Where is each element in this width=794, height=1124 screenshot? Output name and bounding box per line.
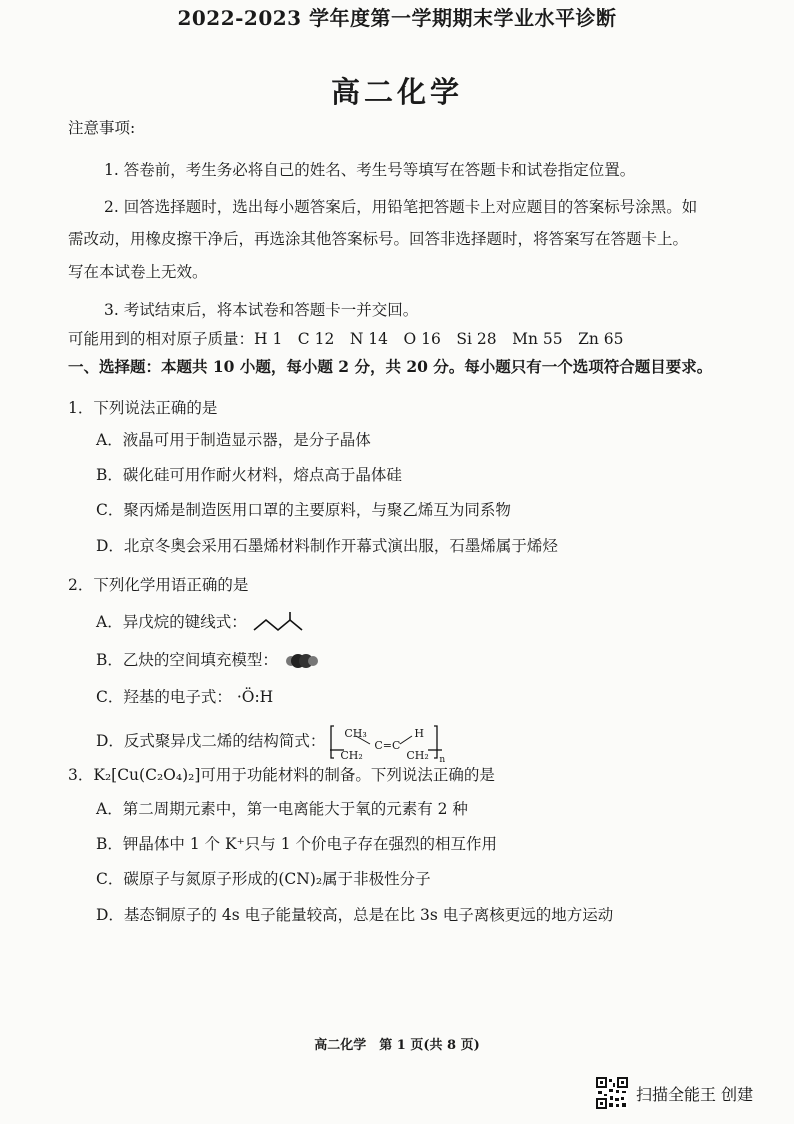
question-option: C．聚丙烯是制造医用口罩的主要原料，与聚乙烯互为同系物 xyxy=(96,501,511,519)
option-text: D．反式聚异戊二烯的结构简式： xyxy=(96,732,326,750)
polymer-bottom-left: CH₂ xyxy=(340,749,363,762)
question-option-c xyxy=(96,687,273,707)
polymer-structure xyxy=(330,724,446,765)
option-text: B．乙炔的空间填充模型： xyxy=(96,651,278,669)
notice-item: 1. 答卷前，考生务必将自己的姓名、考生号等填写在答题卡和试卷指定位置。 xyxy=(104,161,636,179)
section-heading: 一、选择题：本题共 10 小题，每小题 2 分，共 20 分。每小题只有一个选项符合题目要求。 xyxy=(68,357,713,376)
acetylene-model-icon xyxy=(283,651,319,671)
notice-item: 需改动，用橡皮擦干净后，再选涂其他答案标号。回答非选择题时，将答案写在答题卡上。 xyxy=(68,230,689,248)
polymer-middle: C=C xyxy=(374,739,401,752)
question-option-d xyxy=(96,724,446,765)
notice-item: 2. 回答选择题时，选出每小题答案后，用铅笔把答题卡上对应题目的答案标号涂黑。如 xyxy=(104,198,698,216)
scanner-watermark xyxy=(596,1076,753,1110)
question-option: B．碳化硅可用作耐火材料，熔点高于晶体硅 xyxy=(96,466,402,484)
polymer-subscript: n xyxy=(439,755,446,765)
notice-item: 写在本试卷上无效。 xyxy=(68,263,208,281)
question-option-b xyxy=(96,650,319,671)
option-text: C．羟基的电子式： xyxy=(96,688,232,706)
qr-code-icon xyxy=(596,1077,628,1109)
option-text: A．异戊烷的键线式： xyxy=(96,613,247,631)
notice-item: 3. 考试结束后，将本试卷和答题卡一并交回。 xyxy=(104,301,419,319)
isopentane-skeletal-icon xyxy=(252,612,304,634)
polymer-top-left: CH₃ xyxy=(344,727,367,740)
hydroxyl-electron-formula: ·Ö:H xyxy=(236,688,274,706)
question-option: D．基态铜原子的 4s 电子能量较高，总是在比 3s 电子离核更远的地方运动 xyxy=(96,906,614,924)
question-option: D．北京冬奥会采用石墨烯材料制作开幕式演出服，石墨烯属于烯烃 xyxy=(96,537,558,555)
polymer-bottom-right: CH₂ xyxy=(406,749,429,762)
page-footer: 高二化学 第 1 页(共 8 页) xyxy=(314,1038,480,1053)
subject-title: 高二化学 xyxy=(330,75,463,109)
question-option-a xyxy=(96,612,304,634)
atomic-masses: 可能用到的相对原子质量：H 1 C 12 N 14 O 16 Si 28 Mn 55 Zn 65 xyxy=(68,330,624,348)
notice-heading: 注意事项: xyxy=(68,119,136,137)
question-option: A．第二周期元素中，第一电离能大于氧的元素有 2 种 xyxy=(96,800,468,818)
question-option: B．钾晶体中 1 个 K⁺只与 1 个价电子存在强烈的相互作用 xyxy=(96,835,498,853)
question-stem: 1．下列说法正确的是 xyxy=(68,399,218,417)
question-stem: 3．K₂[Cu(C₂O₄)₂]可用于功能材料的制备。下列说法正确的是 xyxy=(68,766,495,784)
polymer-top-right: H xyxy=(414,727,424,740)
question-option: C．碳原子与氮原子形成的(CN)₂属于非极性分子 xyxy=(96,870,431,888)
question-option: A．液晶可用于制造显示器，是分子晶体 xyxy=(96,431,371,449)
question-stem: 2．下列化学用语正确的是 xyxy=(68,576,249,594)
scanner-label: 扫描全能王 创建 xyxy=(636,1084,754,1104)
exam-title: 2022-2023 学年度第一学期期末学业水平诊断 xyxy=(177,6,617,30)
